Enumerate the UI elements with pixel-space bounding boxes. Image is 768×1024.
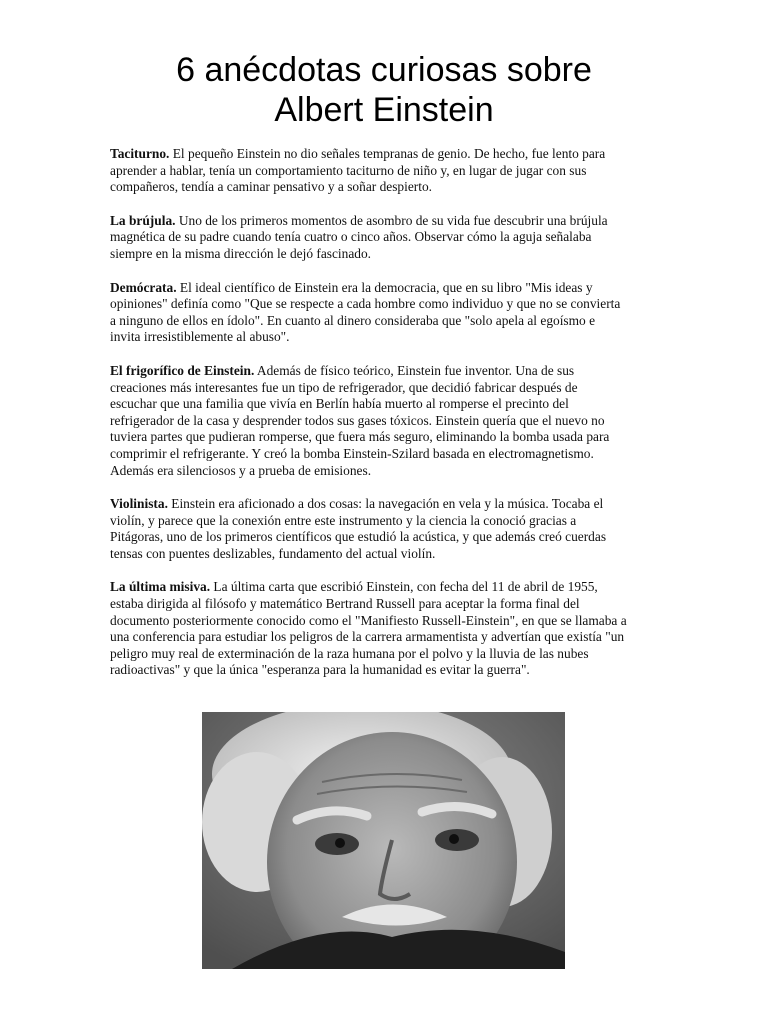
paragraph-text: Además de físico teórico, Einstein fue inventor. Una de sus bbox=[254, 362, 575, 378]
paragraph-line: peligro muy real de exterminación de la raza humana por el polvo y la lluvia de las nubes bbox=[110, 645, 589, 661]
paragraph-line: Además era silenciosos y a prueba de emisiones. bbox=[110, 462, 372, 478]
title-line-2: Albert Einstein bbox=[274, 91, 494, 129]
paragraph-line: radioactivas" y que la única "esperanza para la humanidad es evitar la guerra". bbox=[110, 662, 530, 678]
paragraph-text: El ideal científico de Einstein era la democracia, que en su libro "Mis ideas y bbox=[176, 279, 593, 295]
paragraph-line: tuviera partes que pudieran romperse, que fuera más seguro, eliminando la bomba usada para bbox=[110, 429, 610, 445]
paragraph-line: compañeros, tendía a caminar pensativo y a soñar despierto. bbox=[110, 179, 433, 195]
paragraph-heading: La última misiva. bbox=[110, 579, 211, 595]
paragraph-line: creaciones más interesantes fue un tipo de refrigerador, que decidió fabricar después de bbox=[110, 379, 578, 395]
paragraph-brujula bbox=[110, 213, 672, 263]
paragraph-ultima-misiva bbox=[110, 579, 672, 679]
einstein-portrait-photo bbox=[202, 712, 565, 969]
paragraph-violinista bbox=[110, 496, 672, 562]
paragraph-line: escuchar que una familia que vivía en Berlín había muerto al romperse el precinto del bbox=[110, 396, 569, 412]
paragraph-heading: La brújula. bbox=[110, 212, 176, 228]
paragraph-line: estaba dirigida al filósofo y matemático Bertrand Russell para aceptar la forma final del bbox=[110, 596, 580, 612]
paragraph-text: Einstein era aficionado a dos cosas: la navegación en vela y la música. Tocaba el bbox=[167, 496, 604, 512]
title-line-1: 6 anécdotas curiosas sobre bbox=[176, 51, 592, 89]
paragraph-line: tensas con puentes deslizables, fundamento del actual violín. bbox=[110, 545, 436, 561]
paragraph-line bbox=[110, 363, 672, 380]
paragraph-heading: Demócrata. bbox=[110, 279, 177, 295]
paragraph-line: documento posteriormente conocido como el "Manifiesto Russell-Einstein", en que se llamaba a bbox=[110, 612, 627, 628]
paragraph-line: a ninguno de ellos en ídolo". En cuanto al dinero consideraba que "solo apela al egoísmo e bbox=[110, 312, 596, 328]
paragraph-line: opiniones" definía como "Que se respecte a cada hombre como individuo y que no se convierta bbox=[110, 296, 621, 312]
paragraph-line: siempre en la misma dirección le dejó fascinado. bbox=[110, 245, 372, 261]
paragraph-text: Uno de los primeros momentos de asombro de su vida fue descubrir una brújula bbox=[175, 212, 608, 228]
paragraph-line bbox=[110, 146, 672, 163]
paragraph-line: Pitágoras, uno de los primeros científicos que estudió la acústica, y que además creó cuerdas bbox=[110, 529, 607, 545]
paragraph-heading: Violinista. bbox=[110, 496, 168, 512]
paragraph-heading: Taciturno. bbox=[110, 146, 170, 161]
paragraph-line bbox=[110, 213, 672, 230]
paragraph-line: invita irresistiblemente al abuso". bbox=[110, 329, 290, 345]
paragraph-text: La última carta que escribió Einstein, con fecha del 11 de abril de 1955, bbox=[210, 579, 598, 595]
paragraph-line bbox=[110, 579, 672, 596]
paragraph-line bbox=[110, 280, 672, 297]
page-title bbox=[80, 50, 688, 130]
paragraph-text: El pequeño Einstein no dio señales tempranas de genio. De hecho, fue lento para bbox=[169, 146, 606, 161]
paragraph-line: comprimir el refrigerante. Y creó la bomba Einstein-Szilard basada en electromagnetismo. bbox=[110, 445, 594, 461]
article-body bbox=[110, 146, 672, 696]
portrait-icon bbox=[202, 712, 565, 969]
paragraph-frigorifico bbox=[110, 363, 672, 479]
paragraph-line: violín, y parece que la conexión entre este instrumento y la ciencia la conoció gracias a bbox=[110, 512, 577, 528]
paragraph-line: refrigerador de la casa y desprender todos sus gases tóxicos. Einstein quería que el nuevo no bbox=[110, 412, 605, 428]
paragraph-line: aprender a hablar, tenía un comportamiento taciturno de niño y, en lugar de jugar con sus bbox=[110, 162, 587, 178]
paragraph-line bbox=[110, 496, 672, 513]
paragraph-line: magnética de su padre cuando tenía cuatro o cinco años. Observar cómo la aguja señalaba bbox=[110, 229, 592, 245]
paragraph-heading: El frigorífico de Einstein. bbox=[110, 362, 255, 378]
paragraph-democrata bbox=[110, 280, 672, 346]
paragraph-taciturno bbox=[110, 146, 672, 196]
paragraph-line: una conferencia para estudiar los peligros de la carrera armamentista y advertían que existía "un bbox=[110, 629, 625, 645]
